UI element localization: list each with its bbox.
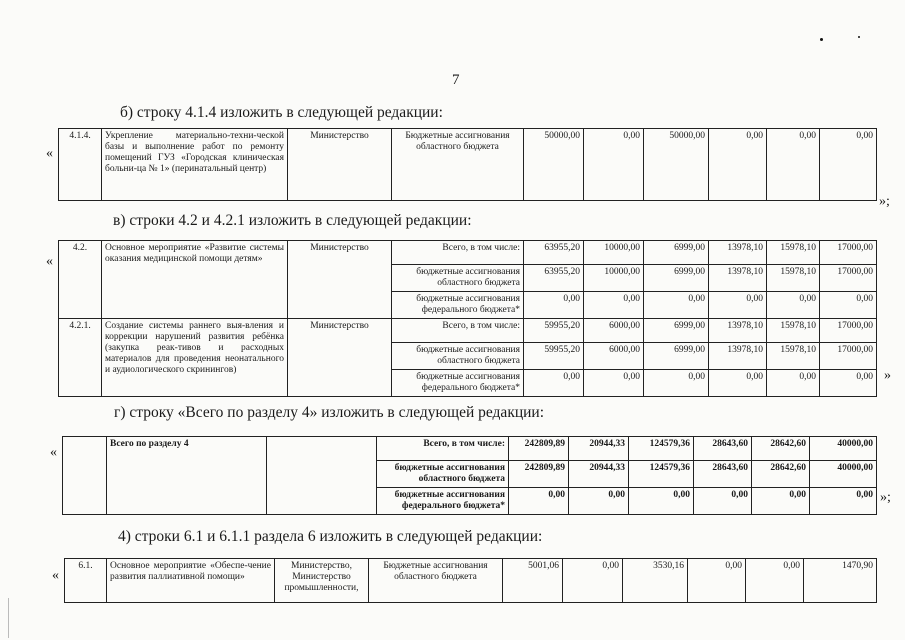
value-cell: 13978,10 — [709, 241, 767, 265]
value-cell: 0,00 — [810, 488, 877, 515]
value-cell: 1470,90 — [804, 559, 877, 603]
row-name: Основное мероприятие «Обеспе-чение развития паллиативной помощи» — [107, 559, 275, 603]
row-code: 6.1. — [65, 559, 107, 603]
table-total-section-4 — [62, 436, 877, 515]
value-cell: 0,00 — [820, 370, 877, 397]
value-cell: 6000,00 — [584, 319, 644, 343]
value-cell: 0,00 — [767, 292, 820, 319]
section-v-heading: в) строки 4.2 и 4.2.1 изложить в следующей редакции: — [113, 212, 472, 229]
value-cell: 0,00 — [688, 559, 746, 603]
table-6-1 — [64, 558, 877, 603]
value-cell: 5001,06 — [503, 559, 563, 603]
value-cell: 50000,00 — [644, 129, 709, 201]
value-cell: 0,00 — [820, 129, 877, 201]
row-source: Бюджетные ассигнования областного бюджета — [369, 559, 503, 603]
scan-edge-line — [8, 598, 9, 638]
row-source: Всего, в том числе: — [377, 437, 509, 461]
value-cell: 50000,00 — [524, 129, 584, 201]
table-4-1-4 — [58, 128, 877, 201]
value-cell: 0,00 — [584, 370, 644, 397]
value-cell: 15978,10 — [767, 265, 820, 292]
value-cell: 13978,10 — [709, 343, 767, 370]
value-cell: 0,00 — [644, 292, 709, 319]
section-4-heading: 4) строки 6.1 и 6.1.1 раздела 6 изложить в следующей редакции: — [118, 528, 543, 545]
row-name: Основное мероприятие «Развитие системы оказания медицинской помощи детям» — [102, 241, 288, 319]
value-cell: 17000,00 — [820, 343, 877, 370]
value-cell: 6999,00 — [644, 241, 709, 265]
row-executor: Министерство — [288, 319, 392, 397]
value-cell: 0,00 — [752, 488, 810, 515]
value-cell: 0,00 — [644, 370, 709, 397]
value-cell: 17000,00 — [820, 265, 877, 292]
row-source: бюджетные ассигнования федерального бюджета* — [392, 292, 524, 319]
row-name: Укрепление материально-техни-ческой базы и выполнение работ по ремонту помещений ГУЗ «Городская клиническая больни-ца № 1» (перинатальный центр) — [102, 129, 288, 201]
value-cell: 59955,20 — [524, 343, 584, 370]
row-source: бюджетные ассигнования областного бюджета — [377, 461, 509, 488]
value-cell: 0,00 — [584, 292, 644, 319]
value-cell: 124579,36 — [629, 437, 694, 461]
section-g-heading: г) строку «Всего по разделу 4» изложить в следующей редакции: — [114, 404, 545, 421]
value-cell: 124579,36 — [629, 461, 694, 488]
value-cell: 10000,00 — [584, 241, 644, 265]
value-cell: 0,00 — [709, 370, 767, 397]
open-quote: « — [46, 254, 53, 269]
value-cell: 0,00 — [709, 292, 767, 319]
close-quote: »; — [879, 194, 890, 209]
row-executor: Министерство — [288, 129, 392, 201]
value-cell: 13978,10 — [709, 319, 767, 343]
table-4-2 — [58, 240, 877, 397]
value-cell: 28642,60 — [752, 461, 810, 488]
open-quote: « — [52, 568, 59, 583]
value-cell: 0,00 — [629, 488, 694, 515]
row-name: Создание системы раннего выя-вления и коррекции нарушений развития ребёнка (закупка реак-тивов и расходных материалов для проведения неонатального и аудиологического скринингов) — [102, 319, 288, 397]
table-row — [65, 559, 877, 603]
value-cell: 6999,00 — [644, 343, 709, 370]
value-cell: 15978,10 — [767, 241, 820, 265]
value-cell: 0,00 — [709, 129, 767, 201]
value-cell: 0,00 — [820, 292, 877, 319]
table-row — [59, 241, 877, 265]
row-source: бюджетные ассигнования федерального бюджета* — [392, 370, 524, 397]
table-row — [63, 437, 877, 461]
row-executor: Министерство, Министерство промышленности, — [275, 559, 369, 603]
value-cell: 28643,60 — [694, 437, 752, 461]
table-row — [59, 129, 877, 201]
row-name: Всего по разделу 4 — [107, 437, 267, 515]
open-quote: « — [46, 146, 53, 161]
value-cell: 17000,00 — [820, 241, 877, 265]
row-source: бюджетные ассигнования областного бюджета — [392, 265, 524, 292]
row-code: 4.1.4. — [59, 129, 102, 201]
value-cell: 63955,20 — [524, 241, 584, 265]
empty-cell — [267, 437, 377, 515]
value-cell: 0,00 — [524, 292, 584, 319]
value-cell: 0,00 — [767, 370, 820, 397]
row-source: бюджетные ассигнования областного бюджета — [392, 343, 524, 370]
close-quote: »; — [880, 490, 891, 505]
value-cell: 242809,89 — [509, 461, 569, 488]
row-source: Бюджетные ассигнования областного бюджета — [392, 129, 524, 201]
empty-cell — [63, 437, 107, 515]
row-source: бюджетные ассигнования федерального бюджета* — [377, 488, 509, 515]
value-cell: 6999,00 — [644, 265, 709, 292]
table-row — [59, 319, 877, 343]
value-cell: 40000,00 — [810, 461, 877, 488]
value-cell: 0,00 — [767, 129, 820, 201]
value-cell: 6000,00 — [584, 343, 644, 370]
speck-mark — [858, 36, 860, 38]
value-cell: 28643,60 — [694, 461, 752, 488]
row-executor: Министерство — [288, 241, 392, 319]
row-code: 4.2.1. — [59, 319, 102, 397]
section-b-heading: б) строку 4.1.4 изложить в следующей редакции: — [120, 104, 443, 121]
value-cell: 20944,33 — [569, 461, 629, 488]
value-cell: 242809,89 — [509, 437, 569, 461]
value-cell: 17000,00 — [820, 319, 877, 343]
value-cell: 13978,10 — [709, 265, 767, 292]
page-number: 7 — [452, 72, 460, 88]
value-cell: 0,00 — [563, 559, 623, 603]
row-code: 4.2. — [59, 241, 102, 319]
value-cell: 10000,00 — [584, 265, 644, 292]
value-cell: 15978,10 — [767, 343, 820, 370]
value-cell: 0,00 — [746, 559, 804, 603]
speck-mark — [820, 38, 823, 41]
value-cell: 63955,20 — [524, 265, 584, 292]
value-cell: 0,00 — [524, 370, 584, 397]
value-cell: 0,00 — [569, 488, 629, 515]
close-quote: » — [884, 368, 891, 383]
value-cell: 0,00 — [584, 129, 644, 201]
row-source: Всего, в том числе: — [392, 241, 524, 265]
value-cell: 6999,00 — [644, 319, 709, 343]
value-cell: 59955,20 — [524, 319, 584, 343]
value-cell: 0,00 — [694, 488, 752, 515]
value-cell: 3530,16 — [623, 559, 688, 603]
row-source: Всего, в том числе: — [392, 319, 524, 343]
value-cell: 20944,33 — [569, 437, 629, 461]
value-cell: 28642,60 — [752, 437, 810, 461]
value-cell: 0,00 — [509, 488, 569, 515]
value-cell: 15978,10 — [767, 319, 820, 343]
open-quote: « — [50, 445, 57, 460]
value-cell: 40000,00 — [810, 437, 877, 461]
